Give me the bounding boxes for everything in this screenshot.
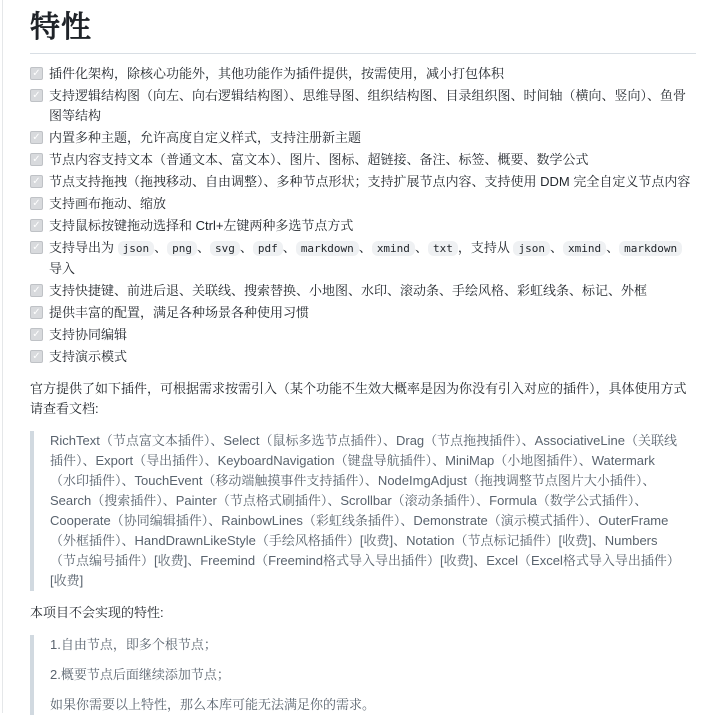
inline-code: markdown [619, 241, 682, 256]
feature-text: 支持画布拖动、缩放 [49, 196, 167, 211]
not-implemented-item: 如果你需要以上特性，那么本库可能无法满足你的需求。 [50, 697, 376, 712]
inline-code: xmind [372, 241, 415, 256]
feature-item [30, 194, 696, 214]
feature-text: 、 [358, 240, 372, 255]
inline-code: txt [428, 241, 458, 256]
feature-item [30, 172, 696, 192]
feature-text: 、 [549, 240, 563, 255]
not-implemented-intro: 本项目不会实现的特性: [30, 605, 164, 620]
checkbox-checked-icon: ✓ [30, 350, 43, 363]
checkbox-checked-icon: ✓ [30, 197, 43, 210]
feature-text: 插件化架构，除核心功能外，其他功能作为插件提供，按需使用，减小打包体积 [49, 66, 505, 81]
feature-text: 节点支持拖拽（拖拽移动、自由调整）、多种节点形状；支持扩展节点内容、支持使用 DDM 完全自定义节点内容 [49, 174, 691, 189]
feature-item [30, 150, 696, 170]
feature-text: 、 [239, 240, 253, 255]
plugins-blockquote [30, 431, 696, 591]
feature-text: 支持快捷键、前进后退、关联线、搜索替换、小地图、水印、滚动条、手绘风格、彩虹线条、标记、外框 [49, 283, 648, 298]
inline-code: pdf [253, 241, 283, 256]
checkbox-checked-icon: ✓ [30, 67, 43, 80]
feature-text: 提供丰富的配置，满足各种场景各种使用习惯 [49, 305, 310, 320]
feature-item [30, 325, 696, 345]
readme-document [2, 0, 714, 713]
feature-item [30, 347, 696, 367]
inline-code: markdown [296, 241, 359, 256]
feature-item [30, 238, 696, 279]
feature-text: ，支持从 [457, 240, 514, 255]
inline-code: svg [210, 241, 240, 256]
feature-text: 支持协同编辑 [49, 327, 128, 342]
feature-text: 、 [282, 240, 296, 255]
plugins-intro: 官方提供了如下插件，可根据需求按需引入（某个功能不生效大概率是因为你没有引入对应的插件），具体使用方式请查看文档: [30, 381, 687, 416]
checkbox-checked-icon: ✓ [30, 328, 43, 341]
not-implemented-item: 2.概要节点后面继续添加节点； [50, 667, 230, 682]
inline-code: png [167, 241, 197, 256]
feature-item [30, 281, 696, 301]
feature-text: 、 [414, 240, 428, 255]
feature-text: 、 [606, 240, 620, 255]
not-implemented-blockquote [30, 635, 696, 715]
feature-list [30, 64, 696, 367]
inline-code: json [118, 241, 155, 256]
feature-text: 节点内容支持文本（普通文本、富文本）、图片、图标、超链接、备注、标签、概要、数学公式 [49, 152, 589, 167]
checkbox-checked-icon: ✓ [30, 175, 43, 188]
feature-item [30, 64, 696, 84]
checkbox-checked-icon: ✓ [30, 306, 43, 319]
checkbox-checked-icon: ✓ [30, 284, 43, 297]
feature-text: 支持鼠标按键拖动选择和 Ctrl+左键两种多选节点方式 [49, 218, 354, 233]
checkbox-checked-icon: ✓ [30, 131, 43, 144]
page-title: 特性 [30, 10, 696, 54]
feature-text: 支持导出为 [49, 240, 118, 255]
checkbox-checked-icon: ✓ [30, 241, 43, 254]
plugins-quote-text: RichText（节点富文本插件）、Select（鼠标多选节点插件）、Drag（节点拖拽插件）、AssociativeLine（关联线插件）、Export（导出插件）、KeyboardNavigation（键盘导航插件）、MiniMap（小地图插件）、Watermark（水印插件）、TouchEvent（移动端触摸事件支持插件）、NodeImgAdjust（拖拽调整节点图片大小插件）、Search（搜索插件）、Painter（节点格式刷插件）、Scrollbar（滚动条插件）、Formula（数学公式插件）、Cooperate（协同编辑插件）、RainbowLines（彩虹线条插件）、Demonstrate（演示模式插件）、OuterFrame（外框插件）、HandDrawnLikeStyle（手绘风格插件）[收费]、Notation（节点标记插件）[收费]、Numbers（节点编号插件）[收费]、Freemind（Freemind格式导入导出插件）[收费]、Excel（Excel格式导入导出插件）[收费] [50, 433, 680, 588]
checkbox-checked-icon: ✓ [30, 89, 43, 102]
inline-code: xmind [563, 241, 606, 256]
checkbox-checked-icon: ✓ [30, 219, 43, 232]
feature-item [30, 216, 696, 236]
feature-text: 支持逻辑结构图（向左、向右逻辑结构图）、思维导图、组织结构图、目录组织图、时间轴（横向、竖向）、鱼骨图等结构 [49, 88, 687, 123]
feature-text: 导入 [49, 261, 76, 276]
feature-item [30, 303, 696, 323]
feature-text: 、 [154, 240, 168, 255]
not-implemented-item: 1.自由节点，即多个根节点； [50, 637, 217, 652]
feature-text: 、 [197, 240, 211, 255]
feature-text: 内置多种主题，允许高度自定义样式，支持注册新主题 [49, 130, 362, 145]
inline-code: json [513, 241, 550, 256]
feature-item [30, 128, 696, 148]
feature-text: 支持演示模式 [49, 349, 128, 364]
checkbox-checked-icon: ✓ [30, 153, 43, 166]
feature-item [30, 86, 696, 126]
